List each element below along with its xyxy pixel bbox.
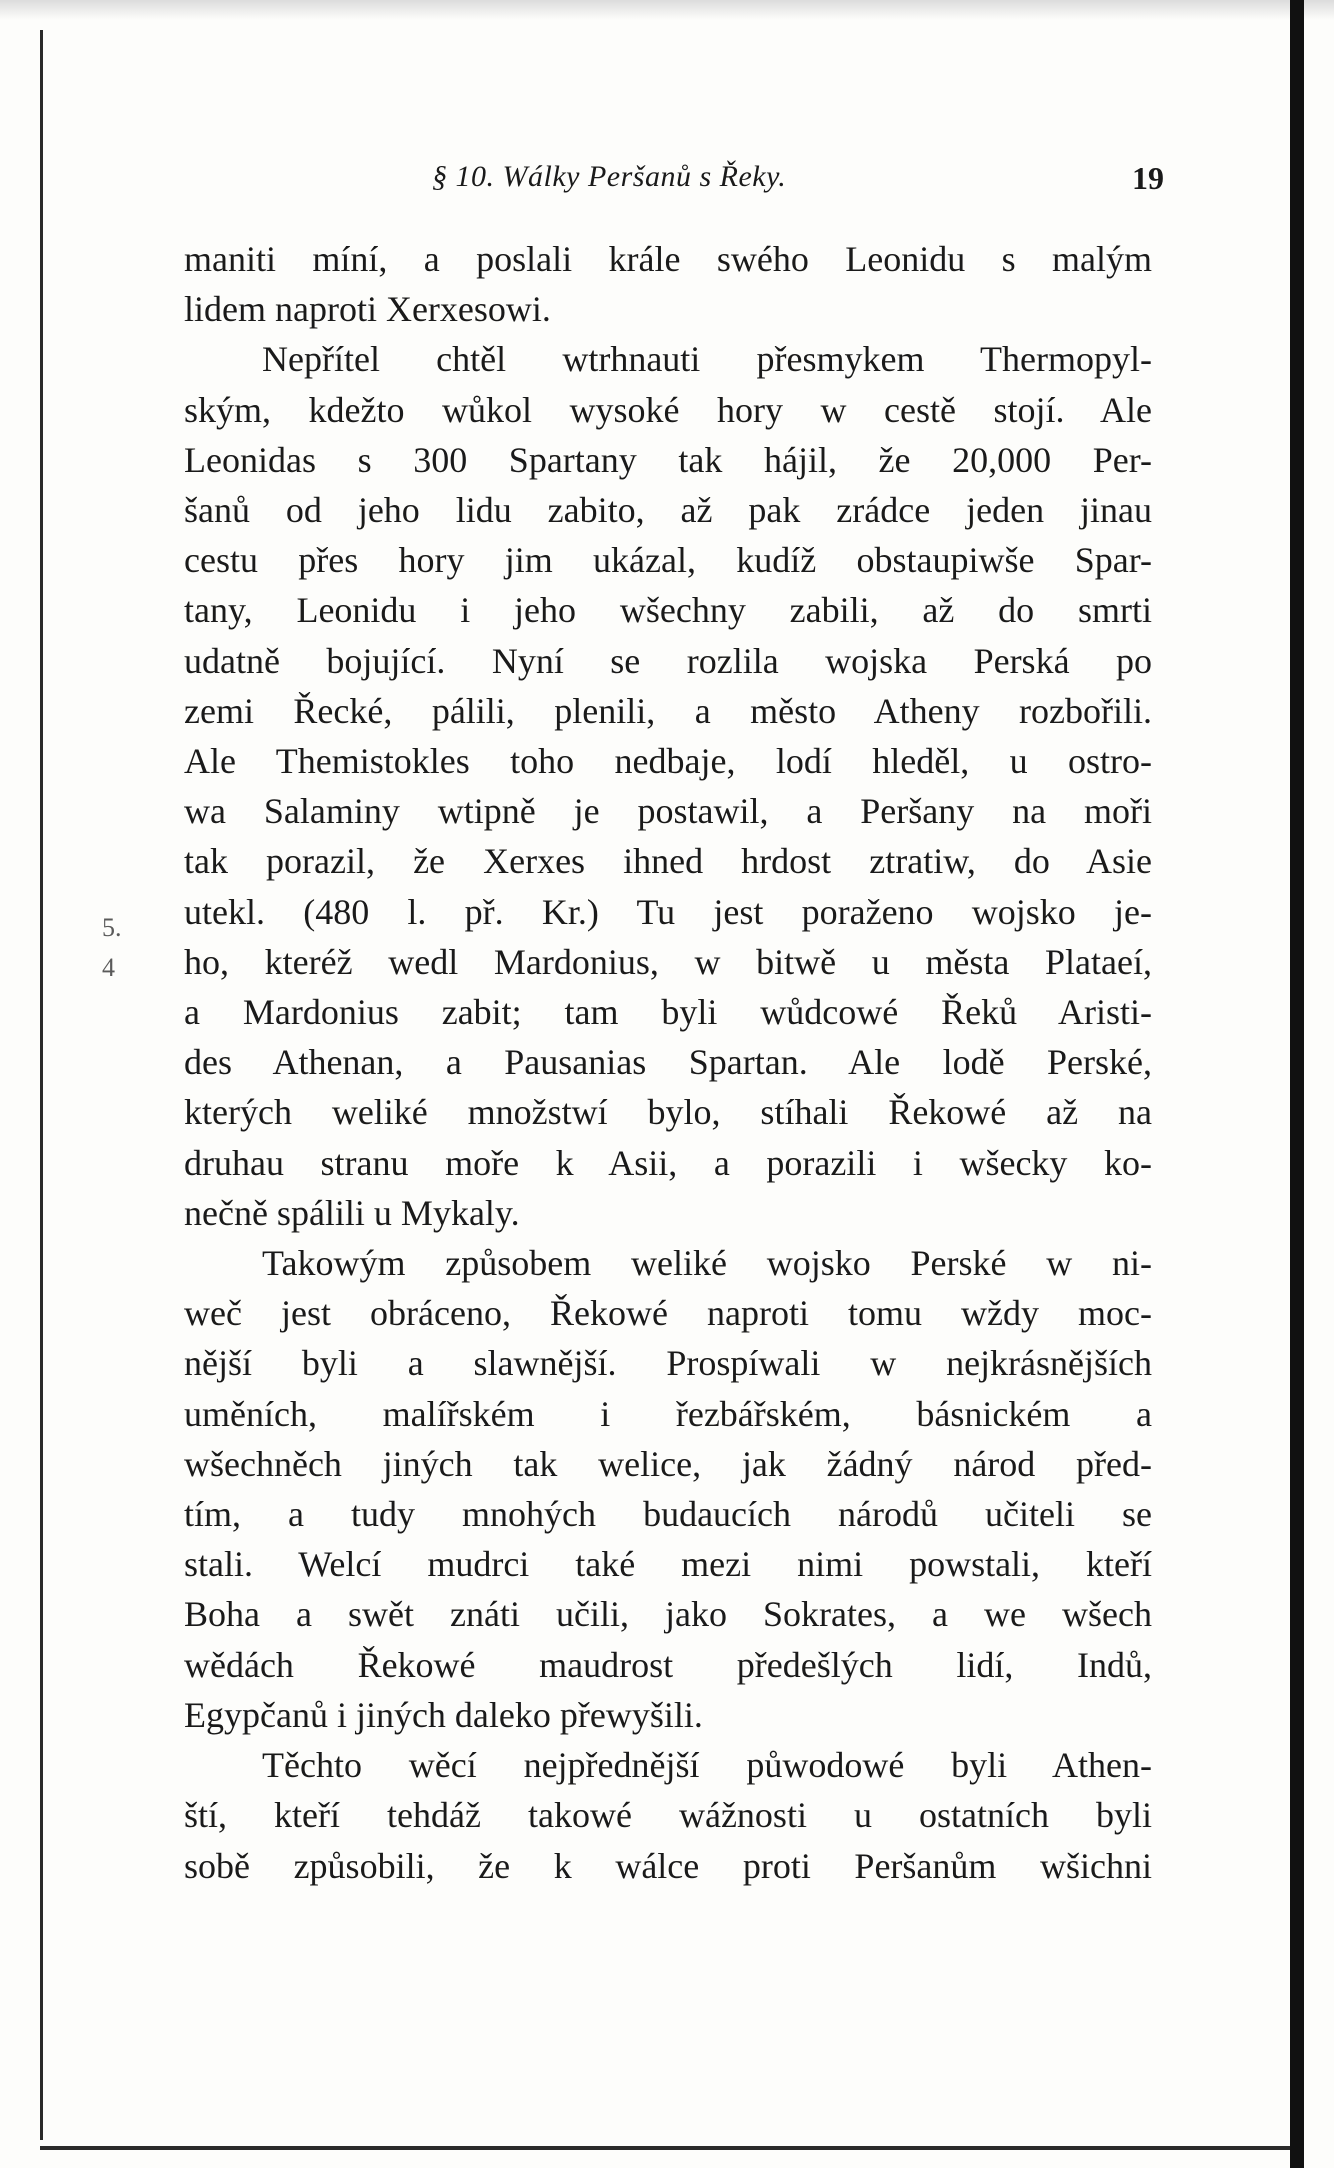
text-line: des Athenan, a Pausanias Spartan. Ale lodě Perské, (184, 1042, 1152, 1083)
paragraph (184, 1238, 1152, 1740)
text-line: tak porazil, že Xerxes ihned hrdost ztratiw, do Asie (184, 841, 1152, 882)
text-line: wa Salaminy wtipně je postawil, a Peršany na moři (184, 791, 1152, 832)
text-line: wědách Řekowé maudrost předešlých lidí, Indů, (184, 1644, 1152, 1685)
text-line: druhau stranu moře k Asii, a porazili i wšecky ko- (184, 1142, 1152, 1183)
running-header (184, 160, 1164, 200)
scan-top-shadow (0, 0, 1334, 20)
text-line: a Mardonius zabit; tam byli wůdcowé Řeků Aristi- (184, 992, 1152, 1033)
text-line: tany, Leonidu i jeho wšechny zabili, až do smrti (184, 590, 1152, 631)
text-line: Takowým způsobem weliké wojsko Perské w ni- (262, 1243, 1152, 1284)
text-line: Egypčanů i jiných daleko přewyšili. (184, 1694, 703, 1735)
text-line: Nepřítel chtěl wtrhnauti přesmykem Thermopyl- (262, 339, 1152, 380)
margin-annotation (102, 908, 142, 988)
margin-note-line: 5. (102, 913, 122, 942)
text-line: utekl. (480 l. př. Kr.) Tu jest poraženo wojsko je- (184, 891, 1152, 932)
text-line: Ale Themistokles toho nedbaje, lodí hleděl, u ostro- (184, 741, 1152, 782)
text-line: Těchto wěcí nejpřednější půwodowé byli Athen- (262, 1745, 1152, 1786)
paragraph (184, 234, 1152, 334)
scan-bottom-edge (40, 2146, 1290, 2150)
text-line: ho, kteréž wedl Mardonius, w bitwě u města Plataeí, (184, 941, 1152, 982)
text-line: wšechněch jiných tak welice, jak žádný národ před- (184, 1443, 1152, 1484)
text-line: Boha a swět znáti učili, jako Sokrates, a we wšech (184, 1594, 1152, 1635)
text-line: kterých weliké množstwí bylo, stíhali Řekowé až na (184, 1092, 1152, 1133)
text-line: udatně bojující. Nyní se rozlila wojska Perská po (184, 640, 1152, 681)
text-line: lidem naproti Xerxesowi. (184, 289, 551, 330)
text-line: ští, kteří tehdáž takowé wážnosti u ostatních byli (184, 1795, 1152, 1836)
paragraph (184, 334, 1152, 1238)
text-line: cestu přes hory jim ukázal, kudíž obstaupiwše Spar- (184, 540, 1152, 581)
chapter-title: § 10. Wálky Peršanů s Řeky. (432, 160, 787, 193)
text-line: tím, a tudy mnohých budaucích národů učiteli se (184, 1494, 1152, 1535)
text-line: zemi Řecké, pálili, plenili, a město Atheny rozbořili. (184, 690, 1152, 731)
text-line: uměních, malířském i řezbářském, básnickém a (184, 1393, 1152, 1434)
text-line: maniti míní, a poslali krále swého Leonidu s malým (184, 239, 1152, 279)
text-line: sobě způsobili, že k wálce proti Peršanům wšichni (184, 1845, 1152, 1886)
page-number: 19 (1132, 160, 1164, 196)
margin-note-line: 4 (102, 953, 115, 982)
text-line: nečně spálili u Mykaly. (184, 1192, 520, 1233)
text-line: nější byli a slawnější. Prospíwali w nejkrásnějších (184, 1343, 1152, 1384)
text-line: šanů od jeho lidu zabito, až pak zrádce jeden jinau (184, 490, 1152, 531)
text-line: weč jest obráceno, Řekowé naproti tomu wždy moc- (184, 1293, 1152, 1334)
text-line: ským, kdežto wůkol wysoké hory w cestě stojí. Ale (184, 389, 1152, 430)
scan-right-edge (1290, 0, 1304, 2168)
paragraph (184, 1740, 1152, 1891)
scan-left-edge (40, 30, 43, 2140)
text-line: Leonidas s 300 Spartany tak hájil, že 20,000 Per- (184, 439, 1152, 480)
body-text (184, 234, 1152, 1891)
text-line: stali. Welcí mudrci také mezi nimi powstali, kteří (184, 1544, 1152, 1585)
